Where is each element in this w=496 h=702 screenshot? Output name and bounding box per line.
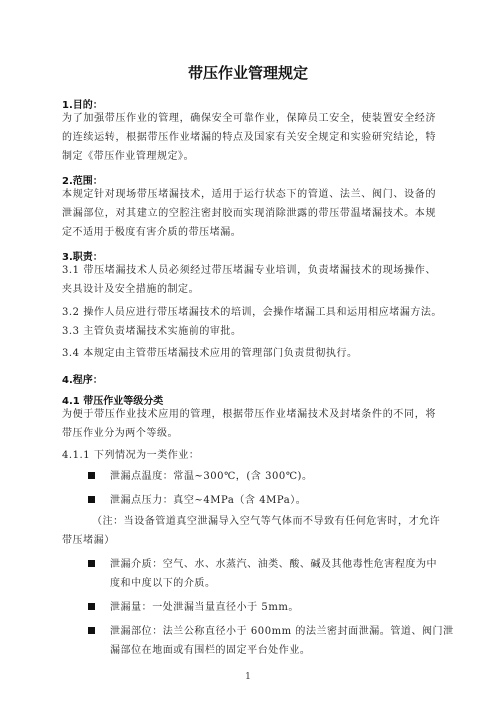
purpose-line-1: 为了加强带压作业的管理，确保安全可靠作业，保障员工安全，使装置安全经济 bbox=[62, 113, 436, 124]
scope-line-1: 本规定针对现场带压堵漏技术，适用于运行状态下的管道、法兰、阀门、设备的 bbox=[62, 189, 436, 200]
duties-line-5: 3.4 本规定由主管带压堵漏技术应用的管理部门负责贯彻执行。 bbox=[62, 348, 358, 359]
procedure-intro-line-1: 为便于带压作业技术应用的管理，根据带压作业堵漏技术及封堵条件的不同，将 bbox=[62, 409, 436, 420]
duties-line-3: 3.2 操作人员应进行带压堵漏技术的培训，会操作堵漏工具和运用相应堵漏方法。 bbox=[62, 307, 442, 318]
square-bullet-icon bbox=[88, 627, 95, 634]
duties-line-4: 3.3 主管负责堵漏技术实施前的审批。 bbox=[62, 326, 242, 337]
document-title: 带压作业管理规定 bbox=[187, 64, 308, 82]
duties-line-2: 夹具设计及安全措施的制定。 bbox=[62, 284, 200, 295]
section-purpose-heading: 1.目的： bbox=[62, 100, 103, 111]
clause-4-1-1: 4.1.1 下列情况为一类作业： bbox=[62, 450, 200, 461]
bullet-text: 泄漏点温度：常温~300℃，(含 300℃)。 bbox=[110, 471, 313, 482]
section-scope-heading: 2.范围： bbox=[62, 176, 103, 187]
bullet-text: 泄漏量：一处泄漏当量直径小于 5mm。 bbox=[110, 602, 299, 613]
purpose-line-3: 制定《带压作业管理规定》。 bbox=[62, 151, 195, 162]
page-number: 1 bbox=[245, 672, 251, 682]
note-line-2: 带压堵漏） bbox=[62, 535, 115, 546]
procedure-subheading: 4.1 带压作业等级分类 bbox=[62, 396, 164, 407]
scope-line-3: 定不适用于极度有害介质的带压堵漏。 bbox=[62, 227, 242, 238]
bullet-text: 泄漏点压力：真空~4MPa（含 4MPa）。 bbox=[110, 495, 307, 506]
bullet-continuation: 度和中度以下的介质。 bbox=[110, 578, 216, 589]
square-bullet-icon bbox=[88, 496, 95, 503]
procedure-intro-line-2: 带压作业分为两个等级。 bbox=[62, 428, 179, 439]
scope-line-2: 泄漏部位，对其建立的空腔注密封胶而实现消除泄露的带压带温堵漏技术。本规 bbox=[62, 208, 436, 219]
purpose-line-2: 的连续运转，根据带压作业堵漏的特点及国家有关安全规定和实验研究结论，特 bbox=[62, 132, 436, 143]
bullet-text: 泄漏部位：法兰公称直径小于 600mm 的法兰密封面泄漏。管道、阀门泄 bbox=[110, 626, 454, 637]
square-bullet-icon bbox=[88, 560, 95, 567]
duties-line-1: 3.1 带压堵漏技术人员必须经过带压堵漏专业培训，负责堵漏技术的现场操作、 bbox=[62, 265, 436, 276]
bullet-continuation: 漏部位在地面或有围栏的固定平台处作业。 bbox=[110, 645, 311, 656]
square-bullet-icon bbox=[88, 603, 95, 610]
square-bullet-icon bbox=[88, 472, 95, 479]
bullet-text: 泄漏介质：空气、水、水蒸汽、油类、酸、碱及其他毒性危害程度为中 bbox=[110, 559, 438, 570]
section-procedure-heading: 4.程序： bbox=[62, 375, 103, 386]
note-line-1: （注：当设备管道真空泄漏导入空气等气体而不导致有任何危害时，才允许 bbox=[92, 516, 441, 527]
section-duties-heading: 3.职责： bbox=[62, 252, 103, 263]
